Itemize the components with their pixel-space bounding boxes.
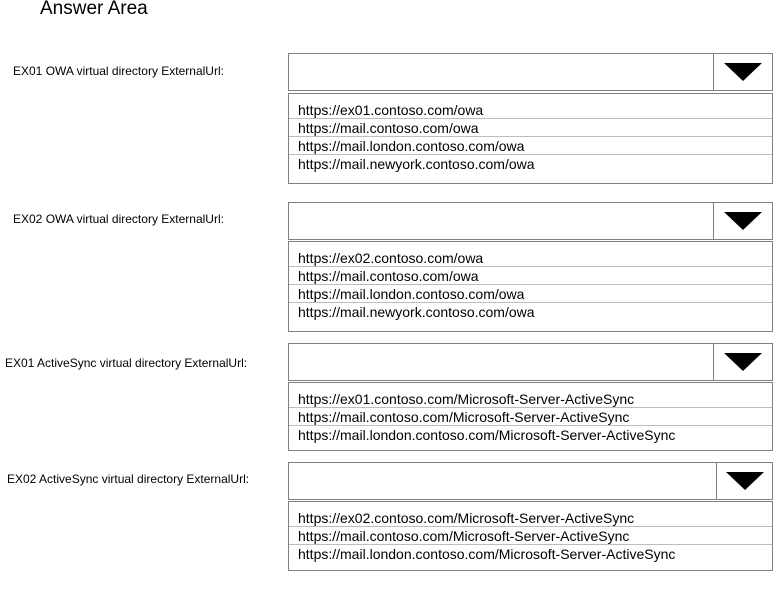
ex01-activesync-options xyxy=(288,382,773,451)
ex02-activesync-options xyxy=(288,501,773,571)
ex01-owa-options xyxy=(288,93,773,184)
ex01-activesync-dropdown[interactable] xyxy=(288,343,773,381)
option-ex01-owa[interactable]: https://ex01.contoso.com/owa xyxy=(289,101,772,119)
option-mail-owa[interactable]: https://mail.contoso.com/owa xyxy=(289,119,772,137)
option-mail-newyork-owa[interactable]: https://mail.newyork.contoso.com/owa xyxy=(298,304,535,320)
chevron-down-icon xyxy=(724,353,762,371)
ex02-owa-options xyxy=(288,241,773,332)
option-ex02-owa[interactable]: https://ex02.contoso.com/owa xyxy=(289,249,772,267)
ex01-owa-label: EX01 OWA virtual directory ExternalUrl: xyxy=(13,64,224,78)
chevron-down-icon xyxy=(724,63,762,81)
answer-area-title: Answer Area xyxy=(40,0,148,19)
option-mail-owa[interactable]: https://mail.contoso.com/owa xyxy=(289,267,772,285)
chevron-down-icon xyxy=(724,212,762,230)
option-mail-london-owa[interactable]: https://mail.london.contoso.com/owa xyxy=(289,137,772,155)
ex02-owa-label: EX02 OWA virtual directory ExternalUrl: xyxy=(13,212,224,226)
ex01-activesync-label: EX01 ActiveSync virtual directory ExternalUrl: xyxy=(5,356,248,370)
option-mail-newyork-owa[interactable]: https://mail.newyork.contoso.com/owa xyxy=(298,156,535,172)
dropdown-toggle[interactable] xyxy=(713,203,772,239)
option-ex01-activesync[interactable]: https://ex01.contoso.com/Microsoft-Server-ActiveSync xyxy=(289,390,772,408)
option-ex02-activesync[interactable]: https://ex02.contoso.com/Microsoft-Server-ActiveSync xyxy=(289,509,772,527)
ex02-owa-dropdown[interactable] xyxy=(288,202,773,240)
ex01-owa-dropdown[interactable] xyxy=(288,53,773,91)
option-mail-london-owa[interactable]: https://mail.london.contoso.com/owa xyxy=(289,285,772,303)
option-mail-london-activesync[interactable]: https://mail.london.contoso.com/Microsoft-Server-ActiveSync xyxy=(298,546,676,562)
dropdown-toggle[interactable] xyxy=(713,54,772,90)
ex02-activesync-label: EX02 ActiveSync virtual directory ExternalUrl: xyxy=(7,472,250,486)
option-mail-london-activesync[interactable]: https://mail.london.contoso.com/Microsoft-Server-ActiveSync xyxy=(298,427,676,443)
chevron-down-icon xyxy=(726,472,764,490)
dropdown-toggle[interactable] xyxy=(713,344,772,380)
ex02-activesync-dropdown[interactable] xyxy=(288,462,773,500)
dropdown-toggle[interactable] xyxy=(716,463,772,499)
option-mail-activesync[interactable]: https://mail.contoso.com/Microsoft-Server-ActiveSync xyxy=(289,408,772,426)
option-mail-activesync[interactable]: https://mail.contoso.com/Microsoft-Server-ActiveSync xyxy=(289,527,772,545)
